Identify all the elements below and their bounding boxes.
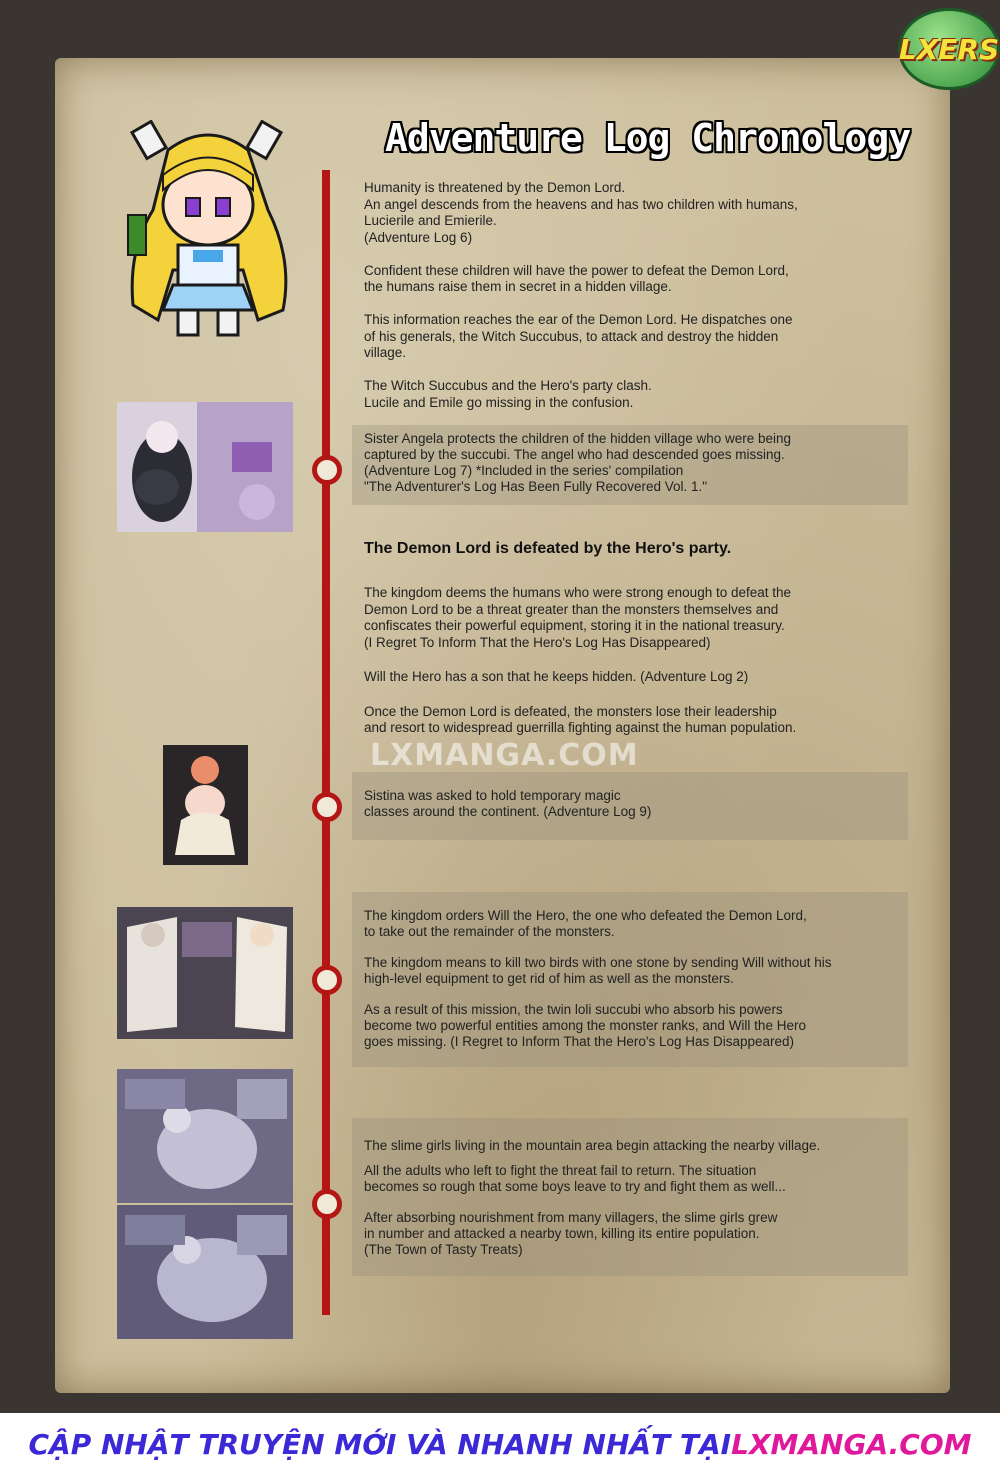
timeline-node (312, 455, 342, 485)
text-line: high-level equipment to get rid of him as well as the monsters. (364, 971, 734, 986)
text-line: become two powerful entities among the monster ranks, and Will the Hero (364, 1018, 806, 1033)
timeline-node (312, 792, 342, 822)
text-line: (The Town of Tasty Treats) (364, 1242, 523, 1257)
text-line: (Adventure Log 6) (364, 229, 473, 245)
event-panel-slime-girls (352, 1118, 908, 1276)
text-line: captured by the succubi. The angel who had descended goes missing. (364, 447, 785, 462)
watermark: LXMANGA.COM (370, 738, 639, 773)
text-line: After absorbing nourishment from many villagers, the slime girls grew (364, 1210, 778, 1225)
blank-line (364, 1154, 896, 1163)
blank-line (364, 362, 798, 379)
text-line: of his generals, the Witch Succubus, to attack and destroy the hidden (364, 328, 779, 344)
event-panel-twin-succubi (352, 892, 908, 1067)
timeline-node (312, 1189, 342, 1219)
text-line: Humanity is threatened by the Demon Lord. (364, 180, 626, 195)
banner-site-link[interactable]: LXMANGA.COM (731, 1427, 972, 1461)
text-line: Demon Lord to be a threat greater than the monsters themselves and (364, 601, 779, 617)
event-panel-sister-angela (352, 425, 908, 505)
text-line: Sister Angela protects the children of the hidden village who were being (364, 431, 792, 446)
text-line: village. (364, 345, 407, 360)
text-line: the humans raise them in secret in a hidden village. (364, 279, 672, 294)
banner-main-text: CẬP NHẬT TRUYỆN MỚI VÀ NHANH NHẤT TẠI (28, 1427, 732, 1461)
blank-line (364, 296, 798, 313)
logo-text: LXERS (898, 32, 1000, 66)
text-line: The kingdom means to kill two birds with one stone by sending Will without his (364, 955, 832, 970)
text-line: (I Regret To Inform That the Hero's Log Has Disappeared) (364, 634, 711, 650)
timeline-node (312, 965, 342, 995)
event-panel-sistina (352, 772, 908, 840)
blank-line (364, 651, 796, 669)
cover-thumbnail-sister-angela[interactable] (117, 402, 293, 532)
text-line: (Adventure Log 7) *Included in the series' compilation (364, 463, 684, 478)
section-heading: The Demon Lord is defeated by the Hero's party. (364, 540, 732, 557)
text-line: in number and attacked a nearby town, killing its entire population. (364, 1226, 760, 1241)
blank-line (364, 1195, 896, 1210)
site-logo[interactable] (898, 8, 1000, 90)
text-line: "The Adventurer's Log Has Been Fully Recovered Vol. 1." (364, 479, 708, 494)
blank-line (364, 246, 798, 263)
text-line: This information reaches the ear of the Demon Lord. He dispatches one (364, 312, 793, 327)
text-line: goes missing. (I Regret to Inform That the Hero's Log Has Disappeared) (364, 1034, 795, 1049)
promo-banner[interactable] (0, 1413, 1000, 1475)
text-line: Sistina was asked to hold temporary magic (364, 788, 621, 803)
text-line: As a result of this mission, the twin loli succubi who absorb his powers (364, 1002, 783, 1017)
text-line: Lucierile and Emierile. (364, 213, 497, 228)
text-line: Confident these children will have the power to defeat the Demon Lord, (364, 262, 789, 278)
text-line: classes around the continent. (Adventure Log 9) (364, 804, 652, 819)
middle-text (364, 585, 796, 737)
text-line: Will the Hero has a son that he keeps hidden. (Adventure Log 2) (364, 669, 749, 684)
text-line: The kingdom orders Will the Hero, the one who defeated the Demon Lord, (364, 908, 807, 923)
intro-text (364, 180, 798, 411)
blank-line (364, 987, 896, 1002)
text-line: The Witch Succubus and the Hero's party clash. (364, 378, 652, 393)
text-line: becomes so rough that some boys leave to try and fight them as well... (364, 1179, 786, 1194)
text-line: to take out the remainder of the monsters. (364, 924, 615, 939)
blank-line (364, 940, 896, 955)
text-line: An angel descends from the heavens and has two children with humans, (364, 196, 798, 212)
text-line: and resort to widespread guerrilla fighting against the human population. (364, 720, 797, 735)
cover-thumbnail-sistina[interactable] (163, 745, 248, 865)
text-line: Once the Demon Lord is defeated, the monsters lose their leadership (364, 703, 777, 719)
cover-thumbnail-tasty-treats-1[interactable] (117, 1069, 293, 1203)
blank-line (364, 686, 796, 704)
text-line: Lucile and Emile go missing in the confusion. (364, 394, 634, 410)
chibi-character-illustration (108, 120, 308, 340)
cover-thumbnail-tasty-treats-2[interactable] (117, 1205, 293, 1339)
page-title: Adventure Log Chronology (385, 116, 911, 160)
text-line: All the adults who left to fight the threat fail to return. The situation (364, 1163, 757, 1178)
text-line: confiscates their powerful equipment, storing it in the national treasury. (364, 618, 785, 633)
timeline-line (322, 170, 330, 1315)
text-line: The slime girls living in the mountain area begin attacking the nearby village. (364, 1138, 821, 1153)
text-line: The kingdom deems the humans who were strong enough to defeat the (364, 585, 792, 600)
cover-thumbnail-twin-succubi[interactable] (117, 907, 293, 1039)
